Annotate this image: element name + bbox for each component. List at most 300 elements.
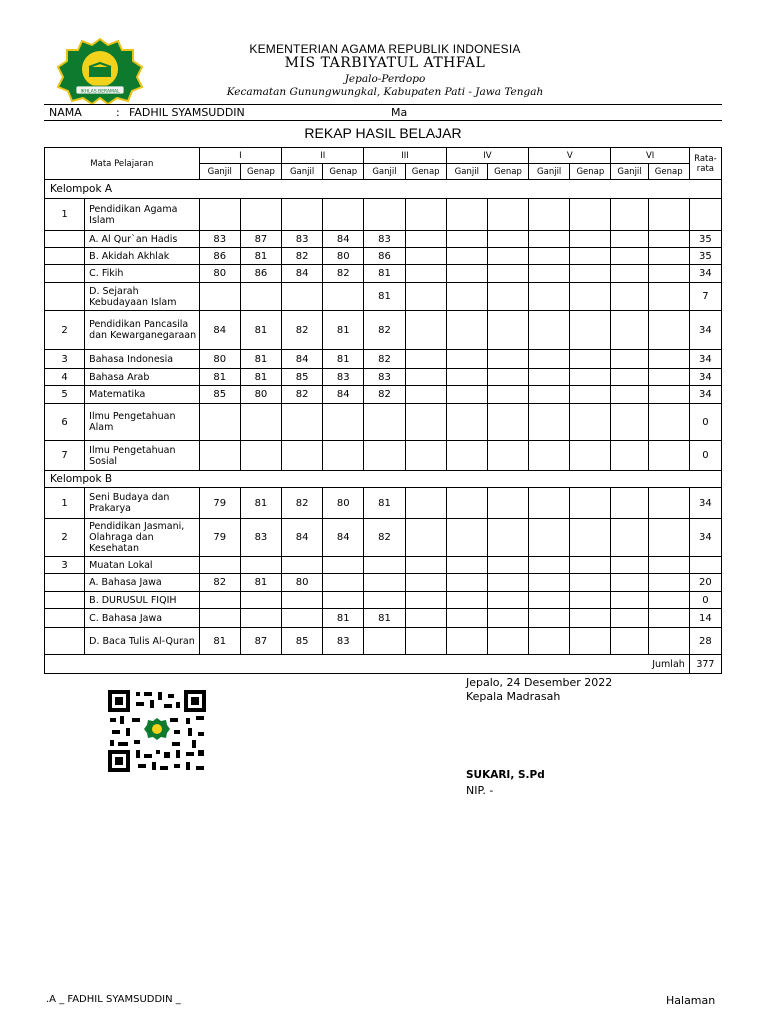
subject-name: Seni Budaya dan Prakarya — [85, 488, 200, 519]
score-cell — [611, 404, 648, 441]
score-cell: 81 — [240, 574, 281, 592]
kemenag-logo-icon — [54, 37, 146, 105]
score-cell: 82 — [282, 311, 323, 350]
score-cell — [611, 574, 648, 592]
score-cell — [529, 488, 570, 519]
score-cell — [487, 592, 528, 609]
score-cell — [487, 404, 528, 441]
score-cell — [611, 311, 648, 350]
row-number: 5 — [45, 386, 85, 404]
score-cell — [199, 404, 240, 441]
score-cell — [323, 574, 364, 592]
score-cell — [648, 519, 689, 557]
subject-header: Mata Pelajaran — [45, 148, 200, 180]
average-header-line: Rata- — [694, 153, 717, 164]
table-row — [45, 350, 722, 369]
score-cell: 80 — [199, 265, 240, 283]
ganjil-header: Ganjil — [529, 164, 570, 180]
score-cell: 85 — [199, 386, 240, 404]
score-cell — [240, 609, 281, 628]
score-cell — [364, 592, 405, 609]
score-cell — [405, 592, 446, 609]
average-cell: 34 — [689, 265, 721, 283]
row-number: 4 — [45, 369, 85, 386]
subject-name: A. Al Qur`an Hadis — [85, 231, 200, 248]
score-cell — [282, 404, 323, 441]
subject-name: D. Baca Tulis Al-Quran — [85, 628, 200, 655]
score-cell — [570, 519, 611, 557]
score-cell: 80 — [323, 248, 364, 265]
sign-position: Kepala Madrasah — [466, 690, 561, 703]
grade-header: IV — [446, 148, 528, 164]
score-cell — [446, 369, 487, 386]
name-colon: : — [116, 106, 120, 119]
row-number — [45, 592, 85, 609]
table-row — [45, 441, 722, 471]
score-cell — [240, 283, 281, 311]
score-cell — [611, 231, 648, 248]
score-cell — [648, 592, 689, 609]
score-cell — [323, 283, 364, 311]
score-cell — [446, 574, 487, 592]
score-cell — [199, 592, 240, 609]
average-cell: 34 — [689, 386, 721, 404]
score-cell — [487, 574, 528, 592]
score-cell: 85 — [282, 369, 323, 386]
score-cell — [487, 386, 528, 404]
score-cell — [570, 441, 611, 471]
row-number — [45, 231, 85, 248]
score-cell: 81 — [364, 488, 405, 519]
score-cell: 84 — [323, 519, 364, 557]
average-cell: 34 — [689, 369, 721, 386]
score-cell: 86 — [364, 248, 405, 265]
score-cell: 82 — [282, 488, 323, 519]
score-cell — [487, 248, 528, 265]
average-header-line: rata — [696, 163, 715, 174]
school-village: Jepalo-Perdopo — [344, 73, 426, 85]
subject-name: Ilmu Pengetahuan Sosial — [85, 441, 200, 471]
score-cell — [405, 283, 446, 311]
score-cell — [487, 488, 528, 519]
score-cell — [446, 231, 487, 248]
score-cell — [364, 199, 405, 231]
subject-name: B. Akidah Akhlak — [85, 248, 200, 265]
average-cell: 35 — [689, 231, 721, 248]
score-cell — [405, 574, 446, 592]
table-row — [45, 592, 722, 609]
subject-name: Pendidikan Pancasila dan Kewarganegaraan — [85, 311, 200, 350]
subject-name: C. Bahasa Jawa — [85, 609, 200, 628]
row-number — [45, 283, 85, 311]
row-number: 2 — [45, 311, 85, 350]
score-cell: 81 — [323, 350, 364, 369]
score-cell — [446, 311, 487, 350]
score-cell — [570, 488, 611, 519]
score-cell — [648, 488, 689, 519]
score-cell — [648, 609, 689, 628]
score-cell — [364, 557, 405, 574]
score-cell: 82 — [364, 350, 405, 369]
score-cell — [648, 265, 689, 283]
table-row — [45, 386, 722, 404]
average-cell: 0 — [689, 404, 721, 441]
score-cell — [199, 557, 240, 574]
score-cell — [282, 609, 323, 628]
score-cell — [323, 199, 364, 231]
score-cell — [405, 557, 446, 574]
row-number — [45, 248, 85, 265]
score-cell: 82 — [364, 386, 405, 404]
average-cell: 7 — [689, 283, 721, 311]
score-cell: 80 — [240, 386, 281, 404]
score-cell — [570, 350, 611, 369]
score-cell — [570, 231, 611, 248]
average-cell: 20 — [689, 574, 721, 592]
score-cell — [648, 404, 689, 441]
score-cell — [405, 350, 446, 369]
score-cell — [487, 557, 528, 574]
score-cell — [611, 369, 648, 386]
score-cell: 87 — [240, 231, 281, 248]
genap-header: Genap — [487, 164, 528, 180]
average-cell: 34 — [689, 488, 721, 519]
average-cell — [689, 557, 721, 574]
row-number: 3 — [45, 557, 85, 574]
score-cell: 83 — [282, 231, 323, 248]
score-cell: 81 — [364, 609, 405, 628]
score-cell: 81 — [364, 283, 405, 311]
score-cell — [648, 369, 689, 386]
genap-header: Genap — [240, 164, 281, 180]
score-cell — [405, 199, 446, 231]
name-label: NAMA — [49, 106, 82, 119]
score-cell — [405, 628, 446, 655]
sign-nip: NIP. - — [466, 784, 494, 797]
score-cell — [529, 628, 570, 655]
score-cell: 79 — [199, 488, 240, 519]
table-row — [45, 488, 722, 519]
score-cell: 82 — [364, 311, 405, 350]
score-cell: 83 — [240, 519, 281, 557]
grade-header: V — [529, 148, 611, 164]
score-cell — [282, 441, 323, 471]
score-cell: 84 — [199, 311, 240, 350]
table-row — [45, 369, 722, 386]
score-cell — [240, 404, 281, 441]
score-cell — [487, 311, 528, 350]
score-cell: 81 — [240, 350, 281, 369]
table-row — [45, 231, 722, 248]
score-cell — [648, 628, 689, 655]
score-cell: 81 — [240, 488, 281, 519]
score-cell — [446, 557, 487, 574]
score-cell — [611, 519, 648, 557]
score-cell — [648, 557, 689, 574]
score-cell — [446, 441, 487, 471]
score-cell — [323, 404, 364, 441]
table-row — [45, 628, 722, 655]
average-header — [689, 148, 721, 180]
score-cell — [529, 519, 570, 557]
score-cell — [446, 592, 487, 609]
score-cell — [529, 248, 570, 265]
genap-header: Genap — [570, 164, 611, 180]
score-cell: 82 — [323, 265, 364, 283]
row-number: 3 — [45, 350, 85, 369]
score-cell — [611, 557, 648, 574]
score-cell: 83 — [364, 369, 405, 386]
score-cell: 82 — [364, 519, 405, 557]
score-cell: 81 — [240, 248, 281, 265]
score-cell: 81 — [323, 311, 364, 350]
score-cell: 81 — [240, 369, 281, 386]
score-cell — [648, 386, 689, 404]
score-cell — [529, 404, 570, 441]
score-cell: 83 — [199, 231, 240, 248]
score-cell — [611, 248, 648, 265]
subject-name: Muatan Lokal — [85, 557, 200, 574]
score-cell: 80 — [199, 350, 240, 369]
table-row — [45, 574, 722, 592]
score-cell: 81 — [240, 311, 281, 350]
score-cell — [487, 199, 528, 231]
row-number — [45, 574, 85, 592]
score-cell — [446, 488, 487, 519]
subject-name: Ilmu Pengetahuan Alam — [85, 404, 200, 441]
score-cell — [570, 628, 611, 655]
score-cell — [487, 628, 528, 655]
score-cell — [529, 557, 570, 574]
ganjil-header: Ganjil — [446, 164, 487, 180]
score-cell — [611, 609, 648, 628]
score-cell: 84 — [282, 350, 323, 369]
header-rule — [44, 104, 722, 105]
row-number — [45, 265, 85, 283]
ganjil-header: Ganjil — [282, 164, 323, 180]
subject-name: B. DURUSUL FIQIH — [85, 592, 200, 609]
score-cell — [199, 199, 240, 231]
genap-header: Genap — [648, 164, 689, 180]
footer-left: .A _ FADHIL SYAMSUDDIN _ — [46, 994, 181, 1005]
score-cell — [240, 592, 281, 609]
genap-header: Genap — [323, 164, 364, 180]
score-cell — [570, 609, 611, 628]
average-cell: 0 — [689, 592, 721, 609]
score-cell — [570, 592, 611, 609]
score-cell — [446, 265, 487, 283]
group-a-rows — [45, 199, 722, 471]
subject-name: Pendidikan Agama Islam — [85, 199, 200, 231]
subject-name: A. Bahasa Jawa — [85, 574, 200, 592]
score-cell — [487, 369, 528, 386]
average-cell: 28 — [689, 628, 721, 655]
score-cell — [529, 609, 570, 628]
grade-table — [44, 147, 722, 674]
score-cell: 79 — [199, 519, 240, 557]
score-cell — [611, 488, 648, 519]
average-cell — [689, 199, 721, 231]
score-cell — [487, 283, 528, 311]
subject-name: C. Fikih — [85, 265, 200, 283]
table-row — [45, 609, 722, 628]
score-cell — [446, 199, 487, 231]
score-cell — [199, 609, 240, 628]
row-number — [45, 628, 85, 655]
score-cell — [282, 592, 323, 609]
score-cell — [570, 369, 611, 386]
score-cell: 83 — [323, 369, 364, 386]
score-cell — [648, 231, 689, 248]
grade-header: VI — [611, 148, 689, 164]
row-number: 7 — [45, 441, 85, 471]
average-cell: 34 — [689, 350, 721, 369]
score-cell — [570, 283, 611, 311]
grade-header: I — [199, 148, 281, 164]
score-cell: 87 — [240, 628, 281, 655]
score-cell — [446, 628, 487, 655]
score-cell: 85 — [282, 628, 323, 655]
row-number: 6 — [45, 404, 85, 441]
score-cell — [648, 574, 689, 592]
row-number: 1 — [45, 199, 85, 231]
subject-name: Bahasa Arab — [85, 369, 200, 386]
score-cell — [405, 519, 446, 557]
report-title: REKAP HASIL BELAJAR — [304, 125, 462, 141]
subject-name: Bahasa Indonesia — [85, 350, 200, 369]
footer-right: Halaman — [666, 994, 716, 1007]
score-cell — [487, 265, 528, 283]
score-cell — [648, 441, 689, 471]
subject-name: Pendidikan Jasmani, Olahraga dan Kesehatan — [85, 519, 200, 557]
group-a-label: Kelompok A — [45, 180, 722, 199]
score-cell: 86 — [240, 265, 281, 283]
score-cell — [364, 628, 405, 655]
score-cell — [570, 386, 611, 404]
table-row — [45, 199, 722, 231]
score-cell — [446, 386, 487, 404]
genap-header: Genap — [405, 164, 446, 180]
subject-name: Matematika — [85, 386, 200, 404]
ministry-name: KEMENTERIAN AGAMA REPUBLIK INDONESIA — [249, 42, 521, 56]
score-cell: 84 — [282, 519, 323, 557]
score-cell — [323, 557, 364, 574]
score-cell — [529, 574, 570, 592]
school-address: Kecamatan Gunungwungkal, Kabupaten Pati - Jawa Tengah — [226, 86, 544, 98]
score-cell — [529, 199, 570, 231]
score-cell — [487, 609, 528, 628]
score-cell: 82 — [199, 574, 240, 592]
score-cell — [446, 283, 487, 311]
score-cell: 81 — [323, 609, 364, 628]
grade-header: III — [364, 148, 446, 164]
score-cell — [487, 350, 528, 369]
score-cell — [570, 557, 611, 574]
score-cell — [487, 519, 528, 557]
score-cell — [648, 248, 689, 265]
row-number — [45, 609, 85, 628]
score-cell — [529, 231, 570, 248]
score-cell: 84 — [323, 231, 364, 248]
score-cell — [405, 386, 446, 404]
score-cell — [282, 199, 323, 231]
score-cell — [446, 350, 487, 369]
score-cell — [405, 248, 446, 265]
score-cell — [240, 199, 281, 231]
table-row — [45, 519, 722, 557]
student-name: FADHIL SYAMSUDDIN — [129, 106, 245, 119]
score-cell — [611, 628, 648, 655]
score-cell: 84 — [282, 265, 323, 283]
score-cell — [487, 441, 528, 471]
table-row — [45, 265, 722, 283]
score-cell — [611, 386, 648, 404]
score-cell — [282, 283, 323, 311]
score-cell — [529, 283, 570, 311]
score-cell — [529, 311, 570, 350]
score-cell — [611, 283, 648, 311]
score-cell — [648, 283, 689, 311]
score-cell — [570, 265, 611, 283]
score-cell — [282, 557, 323, 574]
score-cell — [529, 265, 570, 283]
score-cell — [405, 369, 446, 386]
score-cell: 81 — [199, 628, 240, 655]
ganjil-header: Ganjil — [364, 164, 405, 180]
score-cell — [611, 265, 648, 283]
row-number: 2 — [45, 519, 85, 557]
ganjil-header: Ganjil — [199, 164, 240, 180]
score-cell — [405, 404, 446, 441]
score-cell — [570, 311, 611, 350]
score-cell — [405, 265, 446, 283]
total-label: Jumlah — [45, 655, 690, 674]
score-cell — [446, 248, 487, 265]
score-cell — [364, 441, 405, 471]
score-cell — [405, 311, 446, 350]
student-extra: Ma — [391, 106, 408, 119]
grade-header: II — [282, 148, 364, 164]
score-cell — [529, 369, 570, 386]
table-row — [45, 248, 722, 265]
score-cell — [446, 519, 487, 557]
score-cell — [240, 557, 281, 574]
score-cell — [405, 231, 446, 248]
group-b-label: Kelompok B — [45, 471, 722, 488]
table-row — [45, 311, 722, 350]
score-cell: 81 — [364, 265, 405, 283]
score-cell — [611, 592, 648, 609]
average-cell: 35 — [689, 248, 721, 265]
score-cell — [323, 441, 364, 471]
score-cell — [529, 592, 570, 609]
score-cell: 82 — [282, 248, 323, 265]
score-cell: 83 — [364, 231, 405, 248]
score-cell — [611, 199, 648, 231]
table-row — [45, 557, 722, 574]
row-number: 1 — [45, 488, 85, 519]
score-cell — [364, 404, 405, 441]
score-cell — [648, 199, 689, 231]
score-cell — [240, 441, 281, 471]
subject-name: D. Sejarah Kebudayaan Islam — [85, 283, 200, 311]
logo-text: IKHLAS BERAMAL — [80, 89, 120, 95]
table-row — [45, 404, 722, 441]
average-cell: 14 — [689, 609, 721, 628]
table-row — [45, 283, 722, 311]
score-cell: 84 — [323, 386, 364, 404]
score-cell — [446, 609, 487, 628]
